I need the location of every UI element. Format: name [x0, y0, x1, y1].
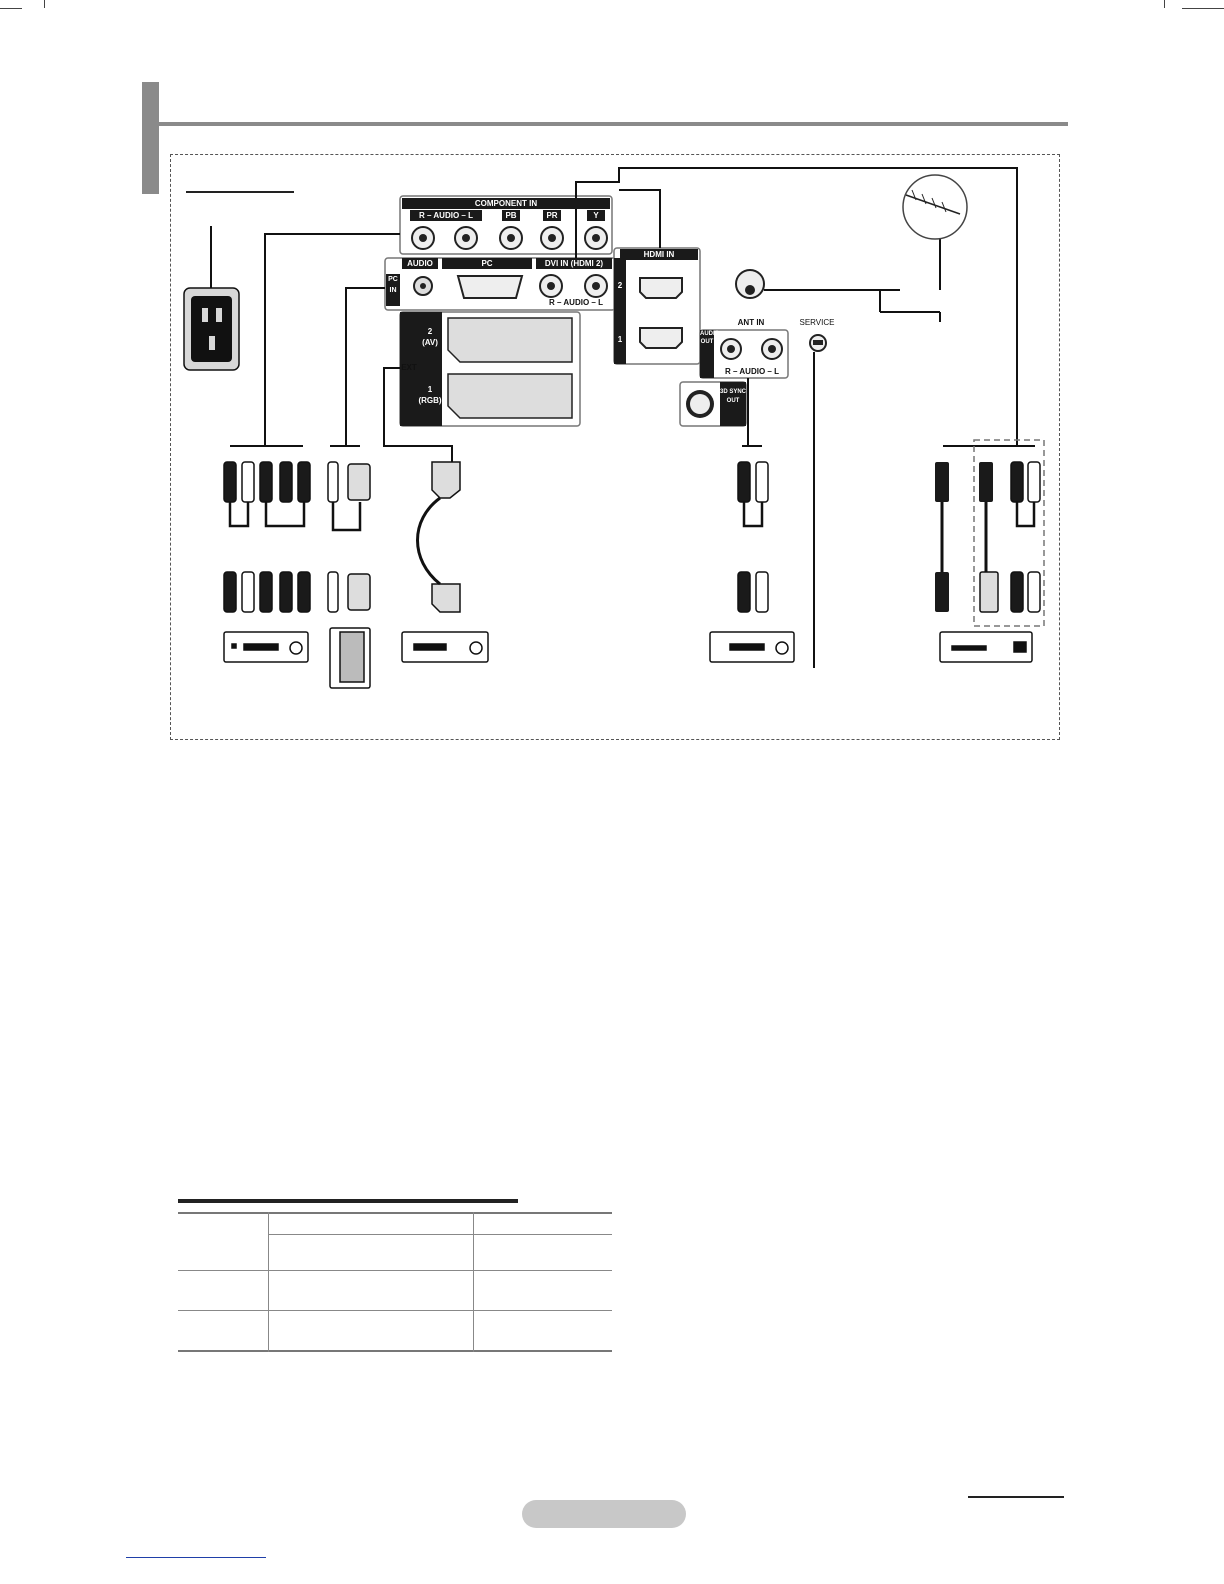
power-socket-icon [184, 226, 239, 370]
pc-cable-set [328, 462, 370, 612]
device-dvd-player-left [224, 632, 308, 662]
hdmi-1-label: 1 [614, 334, 626, 345]
ext-1-label: 1 [418, 384, 442, 395]
hdmi-dvi-cable-set [935, 440, 1044, 626]
audio-out-rl-label: R – AUDIO – L [725, 367, 779, 376]
ext-label: EXT [401, 363, 417, 372]
component-audio-label: R – AUDIO – L [410, 210, 482, 221]
ext-2-label: 2 [418, 326, 442, 337]
table-heading-rule [178, 1199, 518, 1203]
ext-1-sub-label: (RGB) [418, 396, 442, 405]
table-col-divider-1 [268, 1212, 269, 1352]
crop-mark-right [1182, 8, 1224, 9]
sync-3d-label: 3D SYNC OUT [720, 389, 747, 404]
ant-in-label: ANT IN [737, 318, 765, 327]
antenna-in-graphic [736, 212, 940, 322]
hdmi-in-label: HDMI IN [620, 249, 698, 260]
table-rule-top [178, 1212, 612, 1214]
table-rule-sub [268, 1234, 612, 1235]
table-rule-row-1 [178, 1270, 612, 1271]
component-y-label: Y [587, 210, 605, 221]
footer-link-rule [126, 1557, 266, 1558]
service-port-icon [810, 335, 826, 668]
ext-2-sub-label: (AV) [418, 337, 442, 348]
pc-in-label: PC IN [386, 274, 400, 306]
device-set-top-box [940, 632, 1032, 662]
pc-label: PC [442, 258, 532, 269]
component-cable-set [224, 462, 310, 612]
table-col-divider-2 [473, 1212, 474, 1352]
scart-cable [418, 462, 461, 612]
dvi-in-label: DVI IN (HDMI 2) [536, 258, 612, 269]
device-audio-system [710, 632, 794, 662]
page-number-pill [522, 1500, 686, 1528]
audio-out-label: AUDIO OUT [700, 330, 714, 378]
audio-label: AUDIO [402, 258, 438, 269]
hdmi-2-label: 2 [614, 280, 626, 291]
table-rule-row-2 [178, 1310, 612, 1311]
component-in-label: COMPONENT IN [402, 198, 610, 209]
service-label: SERVICE [799, 318, 835, 327]
component-pr-label: PR [543, 210, 561, 221]
hdmi-panel-graphic [614, 248, 700, 364]
component-pb-label: PB [502, 210, 520, 221]
crop-mark-right-v [1164, 0, 1165, 8]
device-pc-tower [330, 628, 370, 688]
device-vcr [402, 632, 488, 662]
connection-diagram [0, 0, 1224, 760]
audio-out-cable-set [738, 462, 768, 612]
crop-mark-left-v [44, 0, 45, 8]
crop-mark-left [0, 8, 22, 9]
antenna-icon [903, 175, 967, 239]
dvi-audio-label: R – AUDIO – L [549, 298, 603, 307]
table-rule-bottom [178, 1350, 612, 1352]
footer-rule-right [968, 1496, 1064, 1498]
